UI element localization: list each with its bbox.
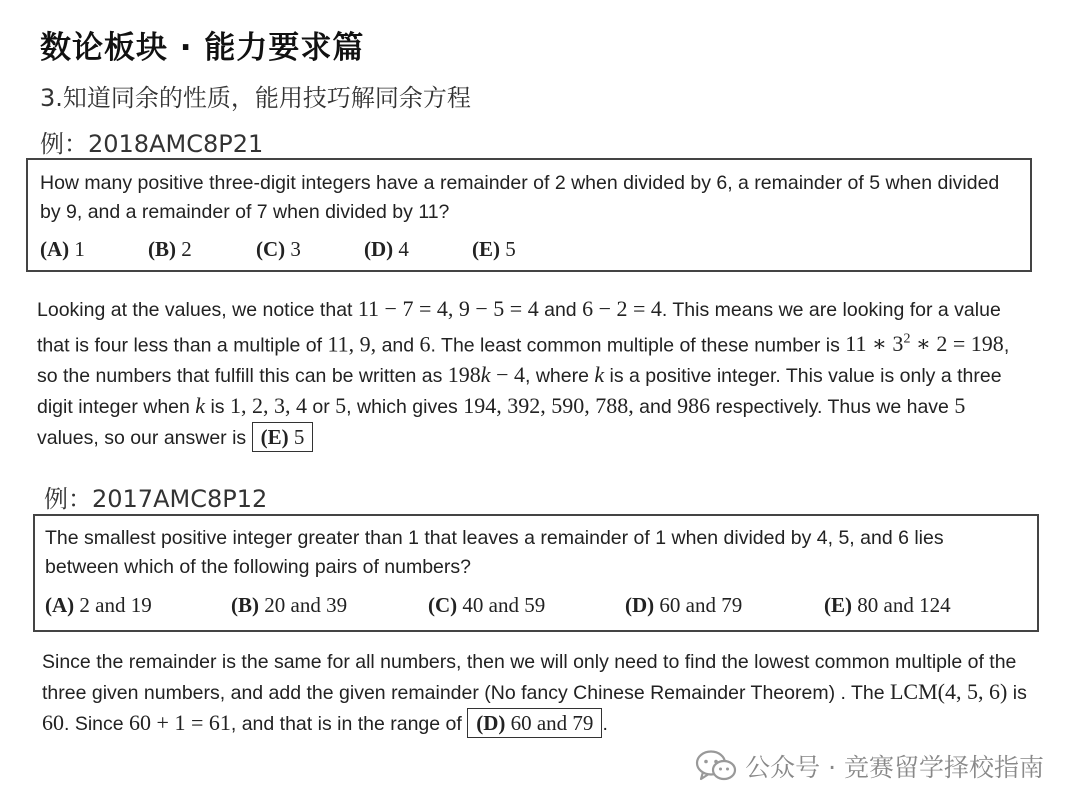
example-1-choice-e: (E) 5 — [472, 237, 516, 261]
example-2-choice-d: (D) 60 and 79 — [625, 593, 743, 617]
example-1-choices — [40, 237, 580, 262]
example-1-solution: Looking at the values, we notice that 11 − 7 = 4, 9 − 5 = 4 and 6 − 2 = 4. This means we are looking for a value that is four less than a multiple of 11, 9, and 6. The least common multiple of these number is 11 ∗ $3^2$ ∗ 2 = 198, so the numbers that fulfill this can be written as 198k − 4, where k is a positive integer. This value is only a three digit integer when k is 1, 2, 3, 4 or 5, which gives 194, 392, 590, 788, and 986 respectively. Thus we have 5 values, so our answer is (E) 5 — [37, 294, 1027, 453]
page-title: 数论板块 · 能力要求篇 — [40, 30, 365, 66]
example-2-solution: Since the remainder is the same for all numbers, then we will only need to find the lowest common multiple of the three given numbers, and add the given remainder (No fancy Chinese Remainder Theorem) . The LCM(4, 5, 6) is 60. Since 60 + 1 = 61, and that is in the range of (D) 60 and 79 . — [42, 647, 1027, 739]
example-2-choices — [45, 593, 951, 618]
example-2-answer-box: (D) 60 and 79 — [467, 708, 602, 738]
example-2-label: 例：2017AMC8P12 — [44, 485, 268, 513]
example-1-choice-a: (A) 1 — [40, 237, 85, 261]
example-2-choice-b: (B) 20 and 39 — [231, 593, 348, 617]
example-1-question: How many positive three-digit integers have a remainder of 2 when divided by 6, a remainder of 5 when divided by 9, and a remainder of 7 when divided by 11? — [40, 172, 1000, 223]
wechat-icon — [695, 749, 737, 783]
example-1-label: 例：2018AMC8P21 — [40, 130, 264, 158]
example-2-problem-box — [33, 514, 1039, 632]
example-2-choice-e: (E) 80 and 124 — [824, 593, 951, 617]
example-2-choice-a: (A) 2 and 19 — [45, 593, 152, 617]
section-subtitle: 3.知道同余的性质，能用技巧解同余方程 — [40, 84, 471, 112]
example-1-problem-box — [26, 158, 1032, 272]
example-2-question: The smallest positive integer greater than 1 that leaves a remainder of 1 when divided by 4, 5, and 6 lies between which of the following pairs of numbers? — [45, 527, 944, 578]
example-1-choice-d: (D) 4 — [364, 237, 409, 261]
example-1-answer-box: (E) 5 — [252, 422, 314, 452]
footer-watermark — [695, 748, 1044, 784]
example-2-choice-c: (C) 40 and 59 — [428, 593, 546, 617]
footer-text: 公众号 · 竞赛留学择校指南 — [745, 753, 1044, 782]
example-1-choice-c: (C) 3 — [256, 237, 301, 261]
example-1-choice-b: (B) 2 — [148, 237, 192, 261]
